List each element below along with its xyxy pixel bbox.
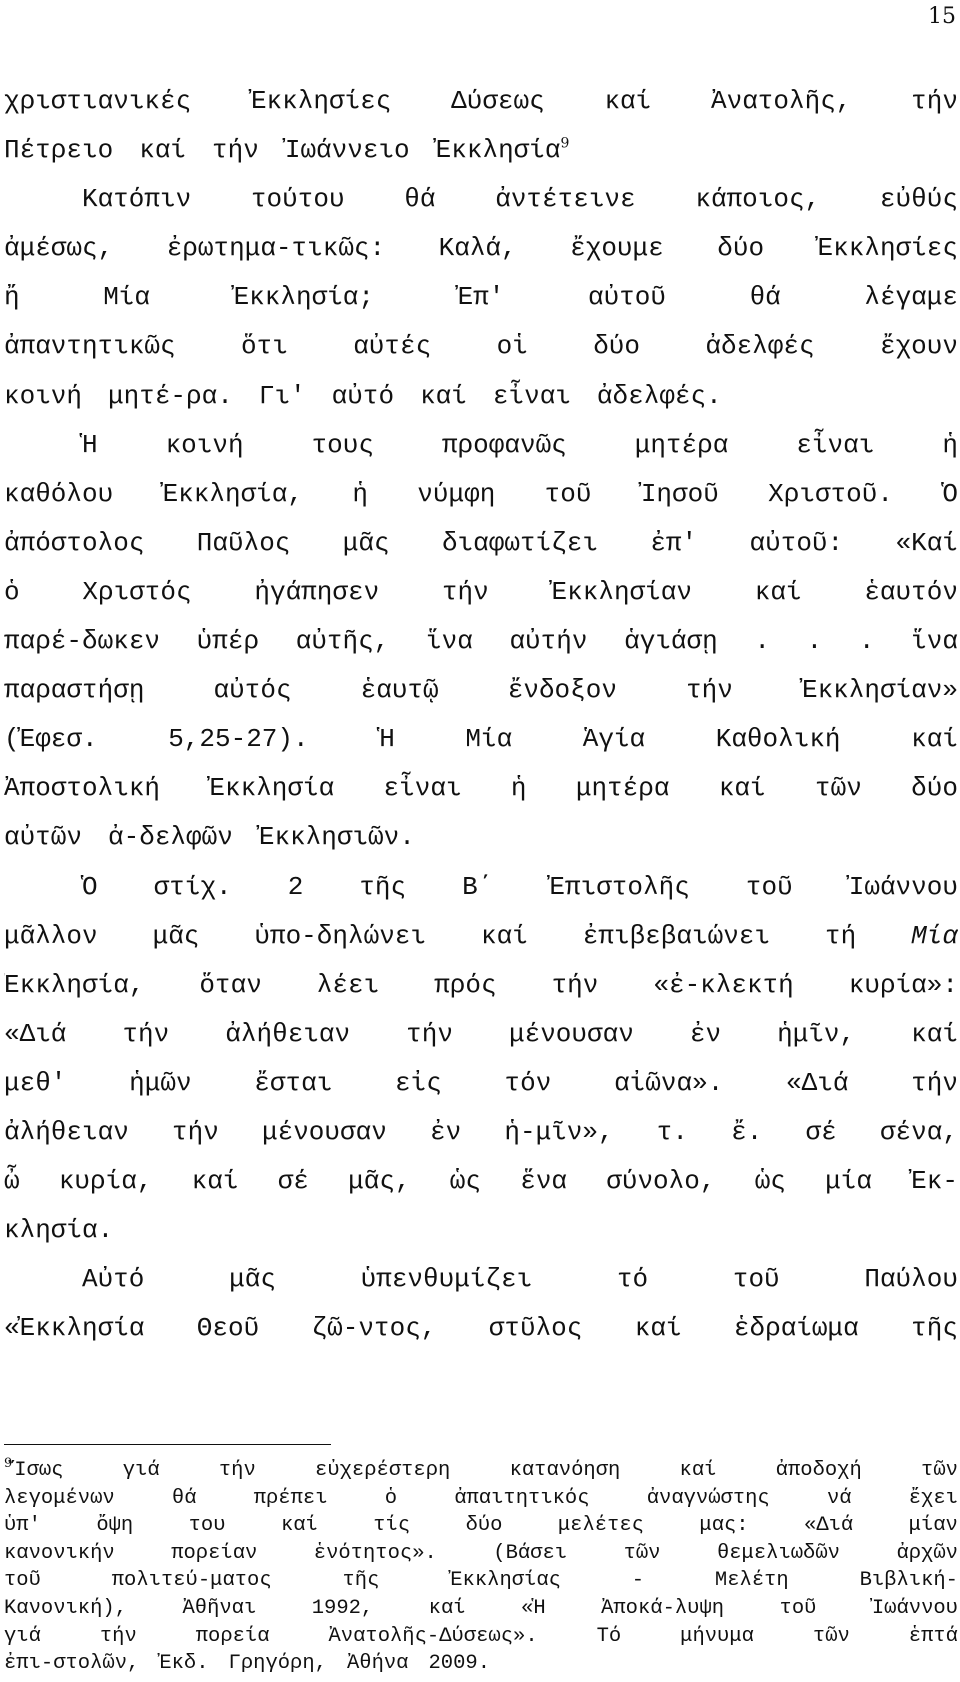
footnote-line: ὑπ' ὄψη του καί τίς δύο μελέτες μας: «Διά μίαν (4, 1514, 958, 1538)
text-line: «Διά τήν ἀλήθειαν τήν μένουσαν ἐν ἡμῖν, καί (4, 1018, 958, 1049)
footnote-marker: 9 (4, 1457, 13, 1472)
text-line: (Ἐφεσ. 5,25-27). Ἡ Μία Ἁγία Καθολική καί (4, 724, 958, 755)
footnote-line: $^9$Ἴσως γιά τήν εὐχερέστερη κατανόηση καί ἀποδοχή τῶν (4, 1457, 958, 1482)
footnote-line: κανονικήν πορείαν ἑνότητος». (Βάσει τῶν θεμελιωδῶν ἀρχῶν (4, 1541, 958, 1565)
body-text (4, 77, 958, 1353)
text-line: αὐτῶν ἀ-δελφῶν Ἐκκλησιῶν. (4, 822, 415, 853)
text-line: χριστιανικές Ἐκκλησίες Δύσεως καί Ἀνατολῆς, τήν (4, 86, 958, 116)
text-line: «Ἐκκλησία Θεοῦ ζῶ-ντος, στῦλος καί ἑδραίωμα τῆς (4, 1313, 958, 1344)
text-line: καθόλου Ἐκκλησία, ἡ νύμφη τοῦ Ἰησοῦ Χριστοῦ. Ὁ (4, 478, 958, 509)
text-line: ἀπαντητικῶς ὅτι αὐτές οἱ δύο ἀδελφές ἔχουν (4, 331, 958, 362)
text-line: ἀμέσως, ἐρωτημα-τικῶς: Καλά, ἔχουμε δύο Ἐκκλησίες (4, 233, 958, 264)
text-line: Κατόπιν τούτου θά ἀντέτεινε κάποιος, εὐθύς (82, 184, 958, 215)
text-line: ἀλήθειαν τήν μένουσαν ἐν ἡ-μῖν», τ. ἔ. σέ σένα, (4, 1116, 958, 1147)
footnote-line: τοῦ πολιτεύ-ματος τῆς Ἐκκλησίας - Μελέτη Βιβλική- (4, 1569, 958, 1593)
page-number: 15 (928, 4, 956, 29)
text-line: Ἀποστολική Ἐκκλησία εἶναι ἡ μητέρα καί τῶν δύο (4, 773, 958, 804)
footnote-line: ἐπι-στολῶν, Ἐκδ. Γρηγόρη, Ἀθήνα 2009. (4, 1652, 490, 1676)
footnote-line: γιά τήν πορεία Ἀνατολῆς-Δύσεως». Τό μήνυμα τῶν ἑπτά (4, 1624, 958, 1648)
footnote-text (4, 1457, 958, 1678)
footnote-line: Κανονική), Ἀθῆναι 1992, καί «Ἡ Ἀποκά-λυψη τοῦ Ἰωάννου (4, 1596, 958, 1620)
footnote-line: λεγομένων θά πρέπει ὁ ἀπαιτητικός ἀναγνώστης νά ἔχει (4, 1486, 958, 1510)
text-line: παρέ-δωκεν ὑπέρ αὐτῆς, ἵνα αὐτήν ἁγιάσῃ . . . ἵνα (4, 626, 958, 657)
text-line: ἀπόστολος Παῦλος μᾶς διαφωτίζει ἐπ' αὐτοῦ: «Καί (4, 527, 958, 558)
text-line: ὦ κυρία, καί σέ μᾶς, ὡς ἕνα σύνολο, ὡς μία Ἐκ- (4, 1166, 958, 1197)
text-line: Ὁ στίχ. 2 τῆς Β΄ Ἐπιστολῆς τοῦ Ἰωάννου (82, 871, 958, 902)
text-line: Αὐτό μᾶς ὑπενθυμίζει τό τοῦ Παύλου (82, 1264, 958, 1295)
text-line: ὁ Χριστός ἠγάπησεν τήν Ἐκκλησίαν καί ἑαυτόν (4, 576, 958, 607)
text-line: Πέτρειο καί τήν Ἰωάννειο Ἐκκλησία$^9$ (4, 135, 570, 166)
text-line: κοινή μητέ-ρα. Γι' αὐτό καί εἶναι ἀδελφές. (4, 380, 722, 411)
footnote-separator (4, 1444, 331, 1445)
text-line: Ἐκκλησία, ὅταν λέει πρός τήν «ἐ-κλεκτή κυρία»: (4, 969, 958, 1000)
text-line: μᾶλλον μᾶς ὑπο-δηλώνει καί ἐπιβεβαιώνει τή Μία (4, 920, 958, 951)
footnote-reference: 9 (560, 135, 570, 152)
text-line: Ἡ κοινή τους προφανῶς μητέρα εἶναι ἡ (82, 429, 958, 460)
text-line: παραστήσῃ αὐτός ἑαυτῷ ἔνδοξον τήν Ἐκκλησίαν» (4, 675, 958, 706)
text-line: μεθ' ἡμῶν ἔσται εἰς τόν αἰῶνα». «Διά τήν (4, 1067, 958, 1098)
text-line: κλησία. (4, 1215, 114, 1246)
text-line: ἤ Μία Ἐκκλησία; Ἐπ' αὐτοῦ θά λέγαμε (4, 282, 958, 313)
